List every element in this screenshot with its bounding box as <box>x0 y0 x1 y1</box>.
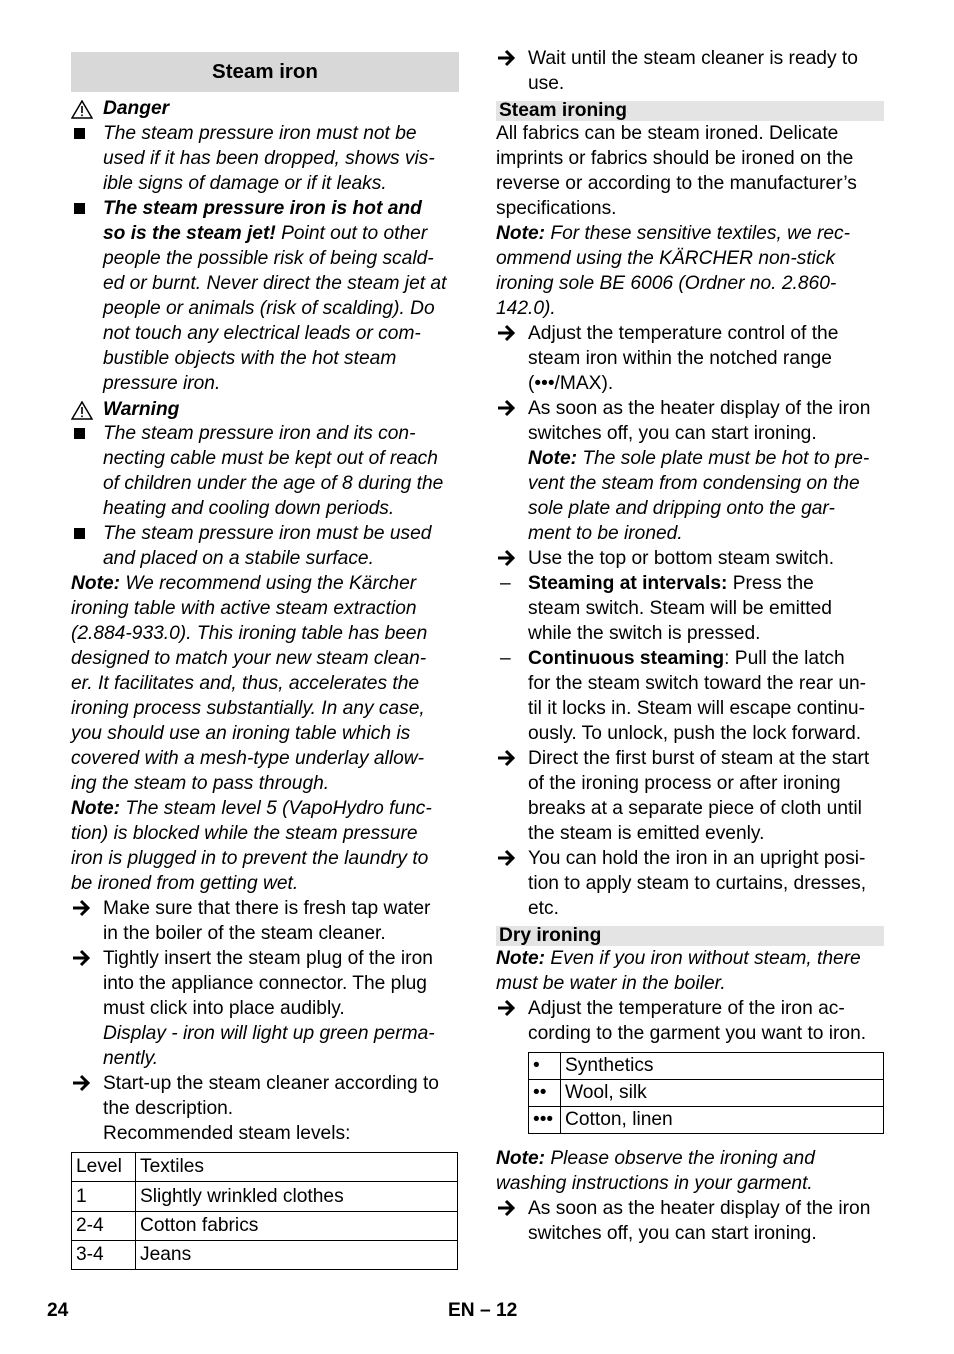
step-line: Tightly insert the steam plug of the iron <box>103 948 433 969</box>
note-text: Please observe the ironing and <box>545 1148 815 1169</box>
table-cell: Cotton, linen <box>561 1107 884 1134</box>
arrow-right-icon <box>496 396 524 421</box>
note-3-line: ironing sole BE 6006 (Ordner no. 2.860- <box>496 273 837 294</box>
warning-1-line: of children under the age of 8 during the <box>103 473 444 494</box>
step-line: in the boiler of the steam cleaner. <box>103 923 386 944</box>
step-line: of the ironing process or after ironing <box>528 773 841 794</box>
step-line: must click into place audibly. <box>103 998 345 1019</box>
step-line: (•••/MAX). <box>528 373 614 394</box>
note-label: Note: <box>528 448 578 469</box>
note-label: Note: <box>496 948 546 969</box>
table-cell: •• <box>529 1080 561 1107</box>
step-line: Start-up the steam cleaner according to <box>103 1073 439 1094</box>
danger-2-line: ed or burnt. Never direct the steam jet at <box>103 273 447 294</box>
table-row <box>72 1182 458 1212</box>
note-1-line: designed to match your new steam clean- <box>71 648 427 669</box>
intervals-line: while the switch is pressed. <box>528 623 761 644</box>
danger-2-line <box>103 221 427 246</box>
arrow-right-icon <box>71 1071 99 1096</box>
note-6-line <box>496 1146 815 1171</box>
step-line: tion to apply steam to curtains, dresses, <box>528 873 867 894</box>
arrow-right-icon <box>496 321 524 346</box>
table-cell: Jeans <box>136 1241 458 1270</box>
danger-2-line: people or animals (risk of scalding). Do <box>103 298 435 319</box>
note-text: The sole plate must be hot to pre- <box>577 448 870 469</box>
square-bullet-icon <box>71 521 99 546</box>
continuous-label: Continuous steaming <box>528 648 725 669</box>
arrow-right-icon <box>496 46 524 71</box>
note-4-line <box>528 446 869 471</box>
note-text: The steam level 5 (VapoHydro func- <box>120 798 432 819</box>
table-cell: 3-4 <box>72 1241 136 1270</box>
note-1-line: ing the steam to pass through. <box>71 773 330 794</box>
note-text: For these sensitive textiles, we rec- <box>545 223 851 244</box>
continuous-line: ously. To unlock, push the lock forward. <box>528 723 862 744</box>
table-row <box>529 1107 884 1134</box>
table-row <box>529 1053 884 1080</box>
step-line: Wait until the steam cleaner is ready to <box>528 48 858 69</box>
note-2-line: be ironed from getting wet. <box>71 873 299 894</box>
step-line: As soon as the heater display of the iron <box>528 398 871 419</box>
body-text-line: specifications. <box>496 198 617 219</box>
warning-2-line: and placed on a stabile surface. <box>103 548 374 569</box>
step-line: Adjust the temperature control of the <box>528 323 839 344</box>
step-line: steam iron within the notched range <box>528 348 832 369</box>
step-line: the steam is emitted evenly. <box>528 823 765 844</box>
step-line: into the appliance connector. The plug <box>103 973 427 994</box>
arrow-right-icon <box>496 746 524 771</box>
section-heading-dry-ironing: Dry ironing <box>496 926 884 946</box>
note-4-line: ment to be ironed. <box>528 523 683 544</box>
table-row <box>72 1241 458 1270</box>
square-bullet-icon <box>71 421 99 446</box>
note-1-line: (2.884-933.0). This ironing table has been <box>71 623 428 644</box>
note-1-line: you should use an ironing table which is <box>71 723 411 744</box>
arrow-right-icon <box>71 946 99 971</box>
warning-1-line: heating and cooling down periods. <box>103 498 395 519</box>
danger-label: Danger <box>103 98 170 119</box>
section-heading-steam-iron: Steam iron <box>71 52 459 92</box>
note-2-line: iron is plugged in to prevent the laundry to <box>71 848 429 869</box>
page-label: EN – 12 <box>448 1300 518 1321</box>
warning-1-line: The steam pressure iron and its con- <box>103 423 416 444</box>
body-text-line: reverse or according to the manufacturer’s <box>496 173 857 194</box>
warning-triangle-icon <box>71 96 99 121</box>
table-header-cell: Level <box>72 1153 136 1182</box>
step-line: switches off, you can start ironing. <box>528 1223 817 1244</box>
step-line: breaks at a separate piece of cloth until <box>528 798 862 819</box>
steam-level-table <box>71 1152 458 1270</box>
arrow-right-icon <box>496 546 524 571</box>
body-text-line: All fabrics can be steam ironed. Delicate <box>496 123 839 144</box>
section-heading-steam-ironing: Steam ironing <box>496 101 884 121</box>
note-4-line: vent the steam from condensing on the <box>528 473 860 494</box>
arrow-right-icon <box>496 996 524 1021</box>
arrow-right-icon <box>71 896 99 921</box>
step-line: As soon as the heater display of the iron <box>528 1198 871 1219</box>
table-row <box>72 1212 458 1241</box>
step-line: etc. <box>528 898 559 919</box>
dash-bullet-icon: – <box>500 648 511 669</box>
note-label: Note: <box>71 798 121 819</box>
continuous-line <box>528 646 845 671</box>
page-number: 24 <box>47 1300 69 1321</box>
note-label: Note: <box>496 1148 546 1169</box>
step-line: use. <box>528 73 565 94</box>
danger-2-line: bustible objects with the hot steam <box>103 348 397 369</box>
danger-1-line: The steam pressure iron must not be <box>103 123 417 144</box>
continuous-line: for the steam switch toward the rear un- <box>528 673 867 694</box>
square-bullet-icon <box>71 121 99 146</box>
warning-triangle-icon <box>71 397 99 422</box>
table-cell: Slightly wrinkled clothes <box>136 1182 458 1212</box>
continuous-text: : Pull the latch <box>724 648 845 669</box>
warning-2-line: The steam pressure iron must be used <box>103 523 432 544</box>
table-cell: ••• <box>529 1107 561 1134</box>
note-6-line: washing instructions in your garment. <box>496 1173 813 1194</box>
display-note-line: Display - iron will light up green perma- <box>103 1023 435 1044</box>
table-cell: Cotton fabrics <box>136 1212 458 1241</box>
note-label: Note: <box>71 573 121 594</box>
step-line: You can hold the iron in an upright posi- <box>528 848 866 869</box>
step-line: switches off, you can start ironing. <box>528 423 817 444</box>
intervals-text: Press the <box>727 573 814 594</box>
table-cell: 2-4 <box>72 1212 136 1241</box>
note-2-line: tion) is blocked while the steam pressure <box>71 823 418 844</box>
note-1-line: ironing process substantially. In any case, <box>71 698 425 719</box>
note-1-line: ironing table with active steam extraction <box>71 598 417 619</box>
step-line: Make sure that there is fresh tap water <box>103 898 431 919</box>
danger-2-line: The steam pressure iron is hot and <box>103 198 422 219</box>
intervals-label: Steaming at intervals: <box>528 573 728 594</box>
arrow-right-icon <box>496 846 524 871</box>
note-label: Note: <box>496 223 546 244</box>
danger-2-line: pressure iron. <box>103 373 221 394</box>
danger-2-line: not touch any electrical leads or com- <box>103 323 421 344</box>
note-5-line: must be water in the boiler. <box>496 973 726 994</box>
intervals-line <box>528 571 814 596</box>
note-3-line <box>496 221 850 246</box>
step-line: Direct the first burst of steam at the start <box>528 748 870 769</box>
continuous-line: til it locks in. Steam will escape continu- <box>528 698 865 719</box>
danger-2-text: Point out to other <box>275 223 428 244</box>
step-line: the description. <box>103 1098 234 1119</box>
note-text: We recommend using the Kärcher <box>120 573 417 594</box>
note-text: Even if you iron without steam, there <box>545 948 861 969</box>
table-cell: Synthetics <box>561 1053 884 1080</box>
arrow-right-icon <box>496 1196 524 1221</box>
table-header-row <box>72 1153 458 1182</box>
danger-1-line: used if it has been dropped, shows vis- <box>103 148 435 169</box>
step-line: cording to the garment you want to iron. <box>528 1023 867 1044</box>
table-header-cell: Textiles <box>136 1153 458 1182</box>
table-cell: 1 <box>72 1182 136 1212</box>
note-1-line: er. It facilitates and, thus, accelerates the <box>71 673 420 694</box>
note-2-line <box>71 796 432 821</box>
table-cell: Wool, silk <box>561 1080 884 1107</box>
note-5-line <box>496 946 861 971</box>
table-cell: • <box>529 1053 561 1080</box>
dash-bullet-icon: – <box>500 573 511 594</box>
step-line: Use the top or bottom steam switch. <box>528 548 835 569</box>
display-note-line: nently. <box>103 1048 159 1069</box>
warning-1-line: necting cable must be kept out of reach <box>103 448 438 469</box>
step-line: Recommended steam levels: <box>103 1123 351 1144</box>
note-3-line: ommend using the KÄRCHER non-stick <box>496 248 836 269</box>
intervals-line: steam switch. Steam will be emitted <box>528 598 832 619</box>
table-row <box>529 1080 884 1107</box>
note-3-line: 142.0). <box>496 298 556 319</box>
note-1-line: covered with a mesh-type underlay allow- <box>71 748 425 769</box>
square-bullet-icon <box>71 196 99 221</box>
danger-1-line: ible signs of damage or if it leaks. <box>103 173 387 194</box>
danger-2-line: people the possible risk of being scald- <box>103 248 434 269</box>
note-1-line <box>71 571 416 596</box>
warning-label: Warning <box>103 399 180 420</box>
temperature-table <box>528 1052 884 1134</box>
body-text-line: imprints or fabrics should be ironed on the <box>496 148 854 169</box>
danger-2-emphasis: so is the steam jet! <box>103 223 276 244</box>
note-4-line: sole plate and dripping onto the gar- <box>528 498 835 519</box>
step-line: Adjust the temperature of the iron ac- <box>528 998 845 1019</box>
